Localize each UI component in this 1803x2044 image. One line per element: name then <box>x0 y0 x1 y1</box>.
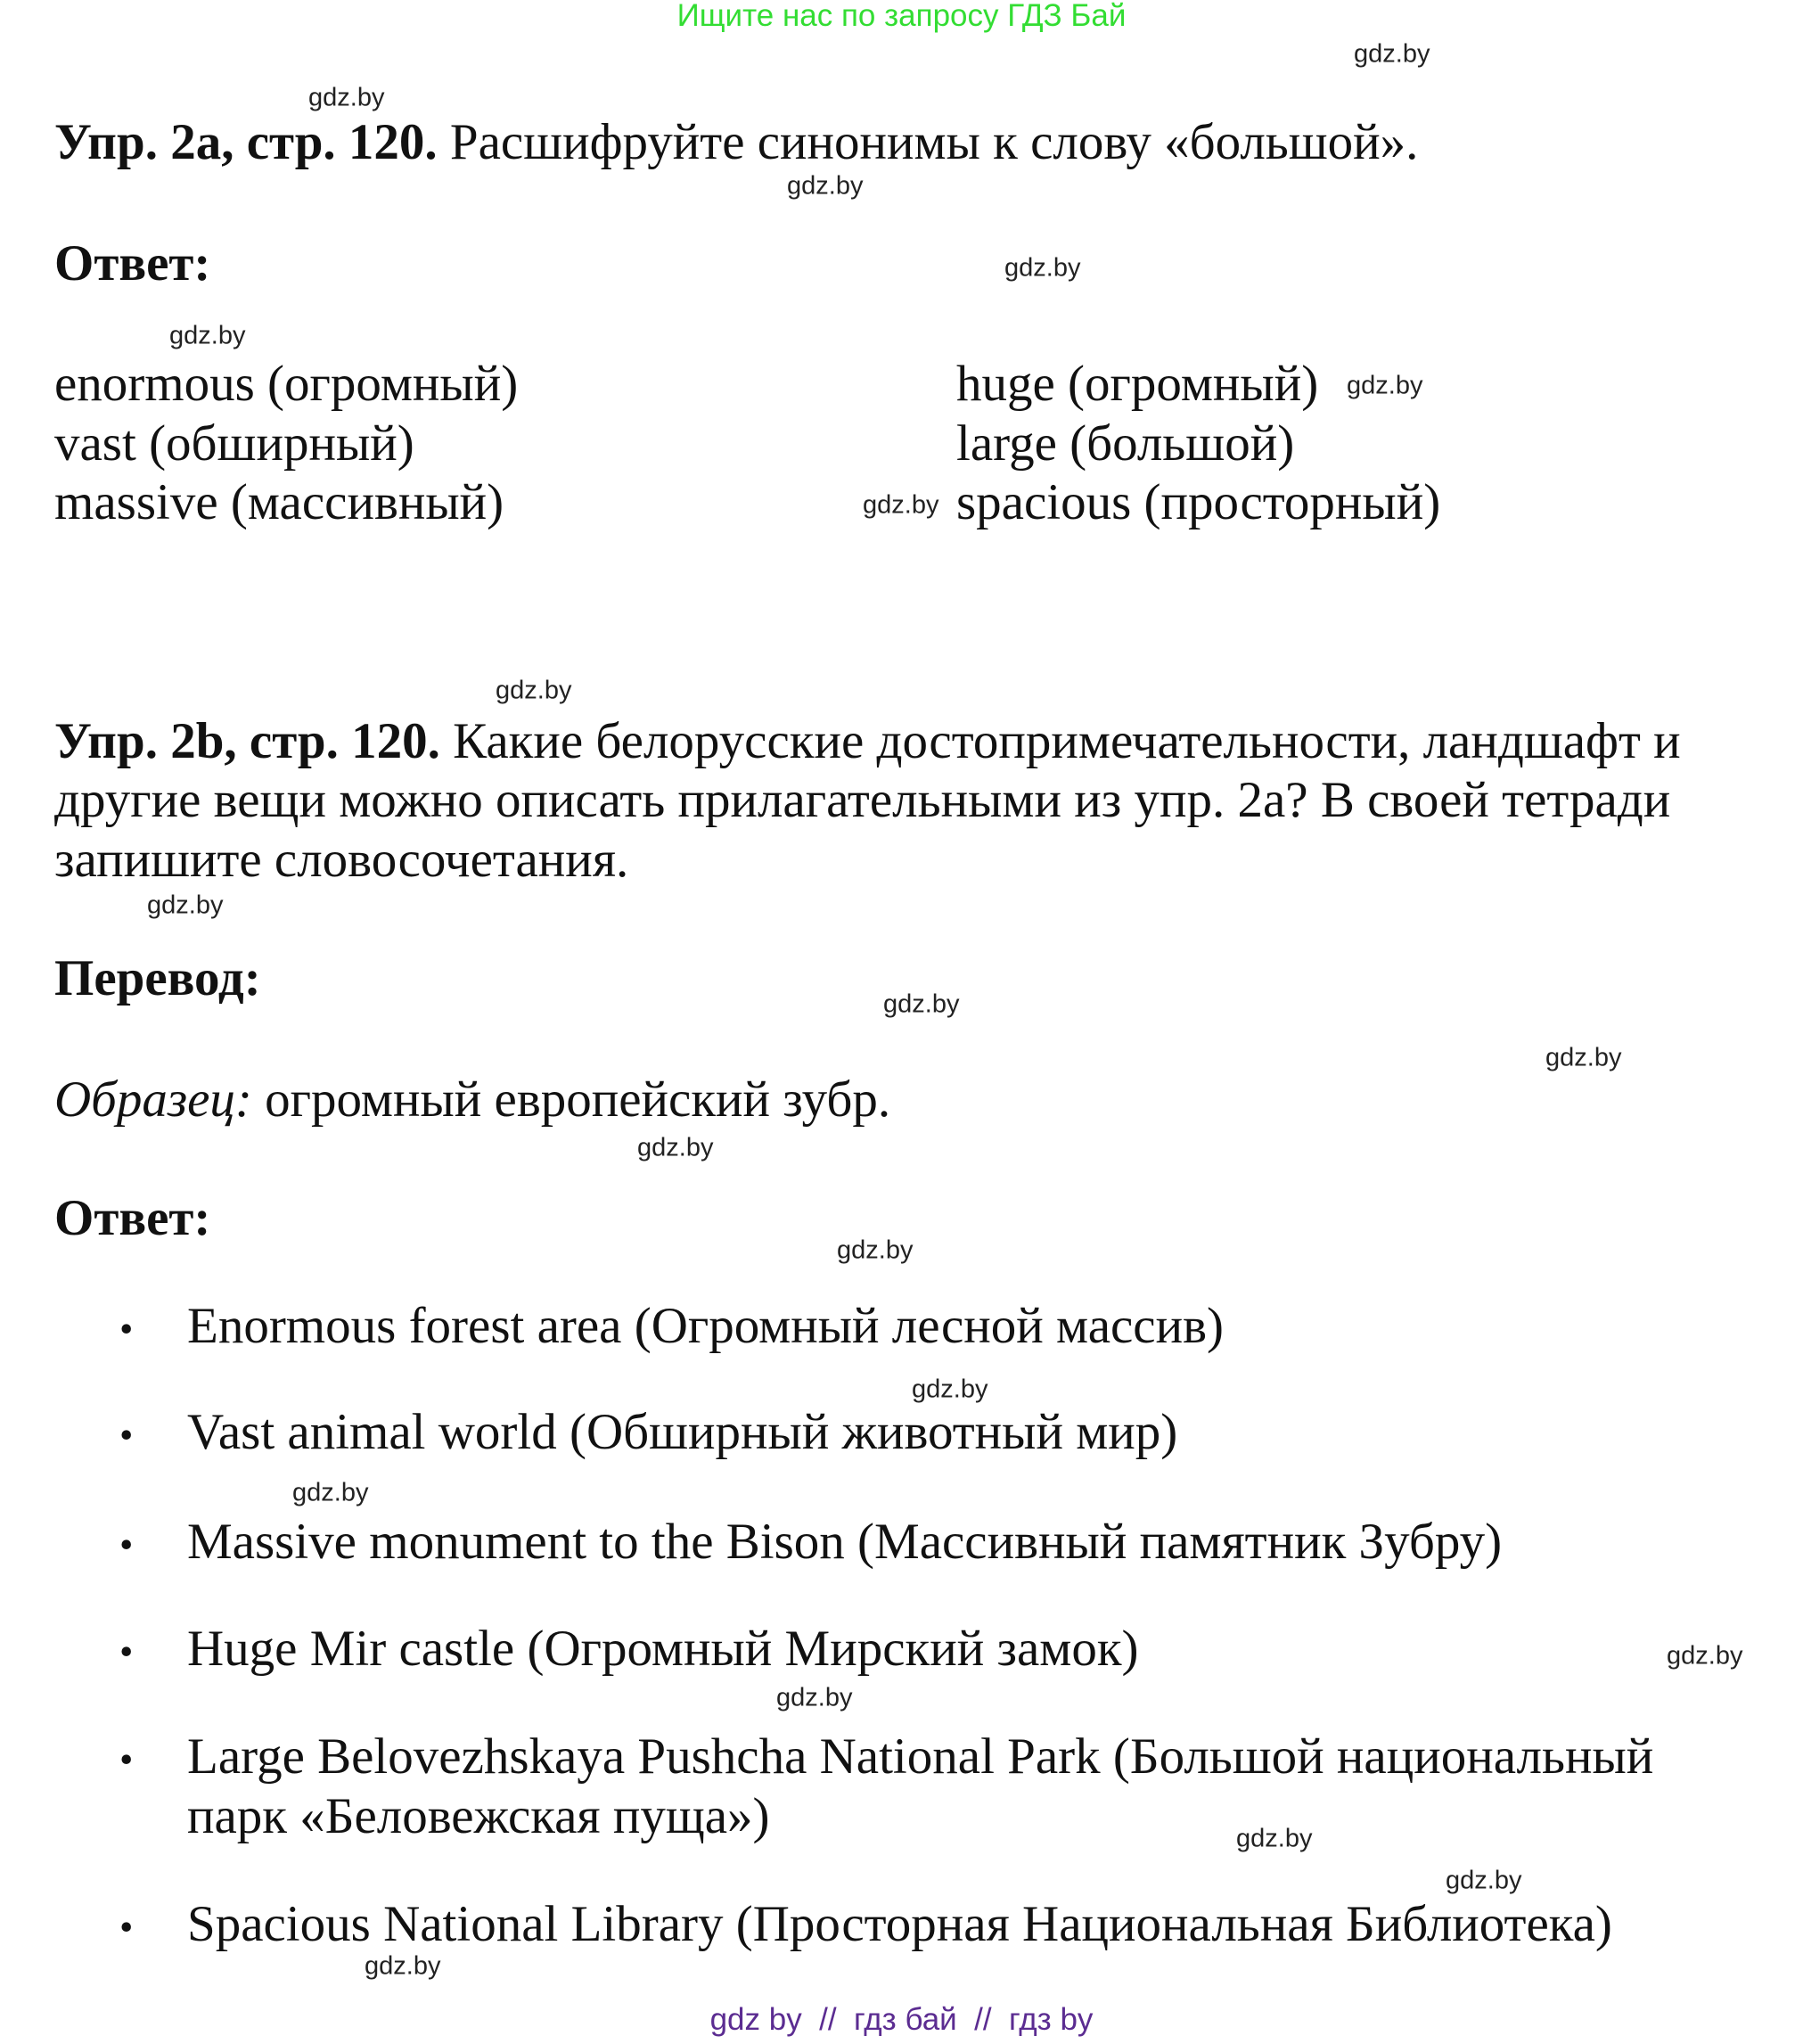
bullet-icon: • <box>119 1905 134 1950</box>
watermark: gdz.by <box>365 1951 441 1981</box>
exercise-2a-heading <box>54 112 1418 173</box>
exercise-2b-heading <box>54 711 1681 772</box>
synonym-item: massive (массивный) <box>54 473 504 530</box>
synonym-item: vast (обширный) <box>54 415 414 472</box>
watermark: gdz.by <box>169 321 246 350</box>
exercise-text: Какие белорусские достопримечательности, ландшафт и <box>439 712 1681 769</box>
watermark: gdz.by <box>863 490 939 520</box>
answer-label: Ответ: <box>54 234 211 291</box>
exercise-text: Расшифруйте синонимы к слову «большой». <box>437 113 1419 170</box>
bullet-icon: • <box>119 1523 134 1567</box>
watermark: gdz.by <box>1347 371 1423 400</box>
watermark: gdz.by <box>292 1478 369 1507</box>
list-item-continuation: парк «Беловежская пуща») <box>187 1787 770 1844</box>
watermark: gdz.by <box>1004 253 1081 283</box>
watermark: gdz.by <box>1446 1866 1522 1895</box>
synonym-item: enormous (огромный) <box>54 355 519 412</box>
watermark: gdz.by <box>776 1683 853 1712</box>
synonym-item: spacious (просторный) <box>956 473 1441 530</box>
watermark: gdz.by <box>787 171 864 201</box>
bullet-icon: • <box>119 1307 134 1351</box>
list-item: Enormous forest area (Огромный лесной массив) <box>187 1297 1224 1354</box>
translation-label: Перевод: <box>54 949 261 1006</box>
watermark: gdz.by <box>837 1235 914 1265</box>
sample <box>54 1070 890 1130</box>
exercise-label: Упр. 2b, стр. 120. <box>54 712 440 769</box>
exercise-text: запишите словосочетания. <box>54 831 629 888</box>
exercise-text: другие вещи можно описать прилагательными из упр. 2a? В своей тетради <box>54 771 1671 828</box>
footer-links: gdz by // гдз бай // гдз by <box>709 2002 1094 2037</box>
watermark: gdz.by <box>912 1375 988 1404</box>
list-item: Massive monument to the Bison (Массивный памятник Зубру) <box>187 1513 1503 1570</box>
watermark: gdz.by <box>1545 1043 1622 1072</box>
list-item: Vast animal world (Обширный животный мир) <box>187 1403 1178 1460</box>
watermark: gdz.by <box>147 891 224 920</box>
list-item: Spacious National Library (Просторная Национальная Библиотека) <box>187 1895 1612 1952</box>
watermark: gdz.by <box>496 676 572 705</box>
watermark: gdz.by <box>1667 1641 1743 1670</box>
exercise-label: Упр. 2a, стр. 120. <box>54 113 438 170</box>
synonym-item: large (большой) <box>956 415 1295 472</box>
watermark: gdz.by <box>1354 39 1430 69</box>
list-item: Large Belovezhskaya Pushcha National Park (Большой национальный <box>187 1728 1654 1785</box>
sample-label: Образец: <box>54 1071 252 1128</box>
bullet-icon: • <box>119 1737 134 1782</box>
answer-label: Ответ: <box>54 1189 211 1246</box>
list-item: Huge Mir castle (Огромный Мирский замок) <box>187 1620 1139 1677</box>
bullet-icon: • <box>119 1413 134 1457</box>
search-banner: Ищите нас по запросу ГДЗ Бай <box>676 0 1127 33</box>
synonym-item: huge (огромный) <box>956 355 1319 412</box>
bullet-icon: • <box>119 1629 134 1674</box>
watermark: gdz.by <box>1236 1824 1313 1853</box>
watermark: gdz.by <box>308 83 385 112</box>
watermark: gdz.by <box>637 1133 714 1162</box>
watermark: gdz.by <box>883 989 960 1019</box>
sample-text: огромный европейский зубр. <box>251 1071 891 1128</box>
